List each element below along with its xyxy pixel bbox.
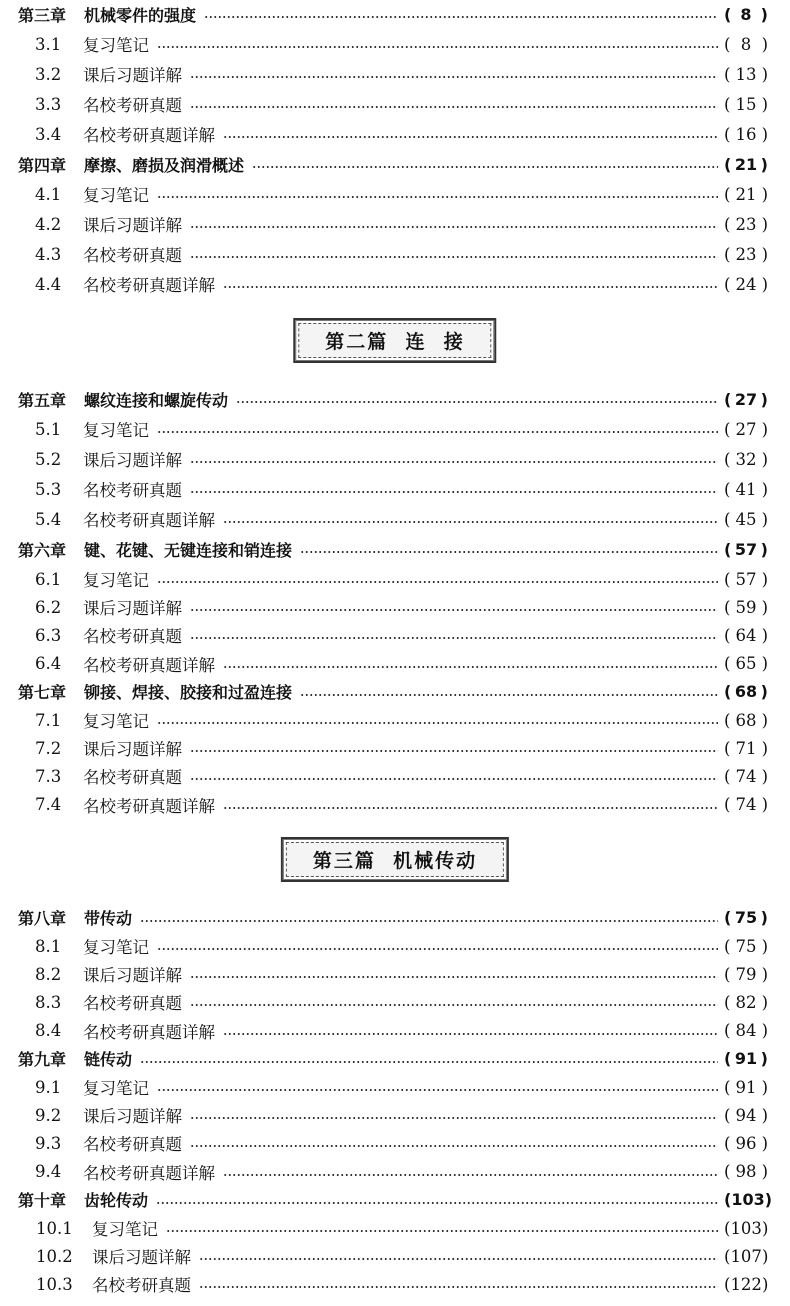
dot-leader — [157, 581, 718, 583]
entry-number: 4.1 — [35, 184, 62, 204]
toc-section-entry[interactable] — [18, 566, 768, 592]
part-heading — [293, 318, 496, 363]
entry-title: 名校考研真题 — [83, 627, 182, 647]
entry-number: 7.3 — [35, 766, 62, 786]
toc-section-entry[interactable] — [18, 1130, 768, 1156]
toc-section-entry[interactable] — [18, 61, 768, 87]
dot-leader — [300, 551, 718, 553]
entry-title: 复习笔记 — [83, 571, 149, 590]
page-number: ( 24 ) — [724, 274, 768, 294]
entry-title: 课后习题详解 — [92, 1248, 191, 1268]
entry-title: 复习笔记 — [92, 1220, 158, 1239]
entry-number: 5.2 — [35, 449, 62, 469]
dot-leader — [300, 694, 718, 696]
entry-title: 名校考研真题详解 — [83, 655, 215, 675]
entry-title: 课后习题详解 — [83, 1107, 182, 1127]
toc-section-entry[interactable] — [18, 961, 768, 987]
entry-title: 键、花键、无键连接和销连接 — [84, 540, 293, 560]
toc-section-entry[interactable] — [18, 416, 768, 442]
dot-leader — [190, 778, 718, 780]
entry-title: 名校考研真题 — [83, 994, 182, 1014]
entry-number: 第七章 — [18, 683, 67, 703]
toc-section-entry[interactable] — [18, 91, 768, 117]
dot-leader — [190, 106, 718, 108]
entry-number: 5.3 — [35, 479, 62, 499]
entry-number: 6.2 — [35, 597, 62, 617]
page-number: ( 15 ) — [724, 94, 768, 114]
entry-title: 名校考研真题 — [83, 96, 182, 115]
page-number: ( 96 ) — [724, 1133, 768, 1153]
dot-leader — [223, 521, 718, 523]
entry-number: 3.2 — [35, 64, 62, 84]
entry-number: 6.3 — [35, 625, 62, 645]
entry-title: 名校考研真题 — [83, 246, 182, 265]
entry-number: 第九章 — [18, 1050, 67, 1070]
page-number: ( 122 ) — [724, 1274, 769, 1294]
page-number: ( 75 ) — [724, 936, 768, 956]
toc-section-entry[interactable] — [18, 1243, 768, 1269]
entry-number: 3.4 — [35, 124, 62, 144]
page-number: ( 16 ) — [724, 124, 768, 144]
entry-number: 4.3 — [35, 244, 62, 264]
entry-title: 课后习题详解 — [83, 216, 182, 235]
toc-section-entry[interactable] — [18, 792, 768, 818]
page-number: ( 75 ) — [724, 908, 768, 928]
dot-leader — [157, 431, 718, 433]
dot-leader — [199, 1258, 718, 1260]
page-number: ( 57 ) — [724, 539, 768, 559]
dot-leader — [190, 461, 718, 463]
page-number: ( 84 ) — [724, 1021, 768, 1041]
toc-chapter-entry[interactable] — [18, 905, 768, 931]
entry-number: 第四章 — [18, 155, 67, 175]
toc-section-entry[interactable] — [18, 707, 768, 733]
toc-section-entry[interactable] — [18, 211, 768, 237]
entry-title: 摩擦、磨损及润滑概述 — [84, 155, 245, 175]
toc-section-entry[interactable] — [18, 241, 768, 267]
dot-leader — [190, 491, 718, 493]
entry-title: 名校考研真题 — [92, 1276, 191, 1296]
entry-title: 名校考研真题 — [83, 1135, 182, 1155]
page-number: ( 8 ) — [724, 34, 768, 54]
entry-title: 名校考研真题详解 — [83, 126, 215, 145]
entry-number: 第六章 — [18, 540, 67, 560]
entry-title: 机械零件的强度 — [84, 5, 197, 25]
entry-number: 7.2 — [35, 738, 62, 758]
toc-section-entry[interactable] — [18, 594, 768, 620]
page-number: ( 94 ) — [724, 1105, 768, 1125]
dot-leader — [140, 920, 718, 922]
part-heading-title: 第三篇 机械传动 — [286, 842, 504, 877]
entry-number: 6.1 — [35, 569, 62, 589]
toc-section-entry[interactable] — [18, 735, 768, 761]
entry-title: 名校考研真题详解 — [83, 511, 215, 530]
dot-leader — [157, 196, 718, 198]
entry-title: 课后习题详解 — [83, 66, 182, 85]
page-number: ( 65 ) — [724, 654, 768, 674]
page-number: ( 59 ) — [724, 597, 768, 617]
toc-section-entry[interactable] — [18, 1102, 768, 1128]
dot-leader — [223, 1174, 718, 1176]
page-number: ( 45 ) — [724, 509, 768, 529]
toc-section-entry[interactable] — [18, 989, 768, 1015]
entry-number: 5.4 — [35, 509, 62, 529]
dot-leader — [223, 136, 718, 138]
entry-title: 课后习题详解 — [83, 599, 182, 619]
page-number: ( 23 ) — [724, 214, 768, 234]
entry-number: 9.2 — [35, 1105, 62, 1125]
page-number: ( 21 ) — [724, 184, 768, 204]
entry-title: 铆接、焊接、胶接和过盈连接 — [84, 683, 293, 703]
entry-title: 复习笔记 — [83, 938, 149, 957]
entry-title: 课后习题详解 — [83, 740, 182, 760]
dot-leader — [157, 46, 718, 48]
toc-section-entry[interactable] — [18, 933, 768, 959]
toc-section-entry[interactable] — [18, 622, 768, 648]
dot-leader — [190, 976, 718, 978]
toc-chapter-entry[interactable] — [18, 151, 768, 177]
dot-leader — [190, 1117, 718, 1119]
entry-title: 名校考研真题详解 — [83, 796, 215, 816]
page-number: ( 71 ) — [724, 738, 768, 758]
dot-leader — [223, 666, 718, 668]
dot-leader — [157, 948, 718, 950]
page-number: ( 27 ) — [724, 419, 768, 439]
toc-chapter-entry[interactable] — [18, 679, 768, 705]
dot-leader — [190, 256, 718, 258]
entry-number: 7.4 — [35, 795, 62, 815]
toc-chapter-entry[interactable] — [18, 1187, 773, 1213]
toc-chapter-entry[interactable] — [18, 536, 768, 562]
toc-section-entry[interactable] — [18, 1018, 768, 1044]
entry-title: 链传动 — [84, 1050, 133, 1070]
page-number: ( 74 ) — [724, 766, 768, 786]
dot-leader — [190, 609, 718, 611]
page-number: ( 27 ) — [724, 389, 768, 409]
dot-leader — [190, 76, 718, 78]
entry-number: 8.3 — [35, 992, 62, 1012]
entry-title: 齿轮传动 — [84, 1191, 149, 1211]
toc-section-entry[interactable] — [18, 446, 768, 472]
toc-section-entry[interactable] — [18, 506, 768, 532]
entry-title: 复习笔记 — [83, 36, 149, 55]
toc-section-entry[interactable] — [18, 1215, 768, 1241]
page-number: ( 32 ) — [724, 449, 768, 469]
entry-title: 名校考研真题 — [83, 768, 182, 788]
page-number: ( 103 ) — [724, 1218, 769, 1238]
entry-number: 9.1 — [35, 1077, 62, 1097]
toc-section-entry[interactable] — [18, 476, 768, 502]
entry-number: 9.3 — [35, 1133, 62, 1153]
toc-chapter-entry[interactable] — [18, 1046, 768, 1072]
entry-title: 课后习题详解 — [83, 966, 182, 986]
page-number: ( 74 ) — [724, 795, 768, 815]
entry-number: 第三章 — [18, 5, 67, 25]
entry-number: 第五章 — [18, 390, 67, 410]
entry-number: 第八章 — [18, 909, 67, 929]
entry-number: 10.3 — [36, 1274, 73, 1294]
entry-number: 5.1 — [35, 419, 62, 439]
dot-leader — [204, 16, 718, 18]
entry-number: 10.2 — [36, 1246, 73, 1266]
toc-section-entry[interactable] — [18, 121, 768, 147]
entry-title: 课后习题详解 — [83, 451, 182, 470]
page-number: ( 8 ) — [724, 4, 768, 24]
dot-leader — [140, 1061, 718, 1063]
toc-section-entry[interactable] — [18, 1159, 768, 1185]
toc-section-entry[interactable] — [18, 1271, 768, 1297]
toc-section-entry[interactable] — [18, 763, 768, 789]
dot-leader — [190, 637, 718, 639]
page-number: ( 57 ) — [724, 569, 768, 589]
dot-leader — [223, 807, 718, 809]
entry-number: 9.4 — [35, 1162, 62, 1182]
entry-number: 6.4 — [35, 654, 62, 674]
dot-leader — [236, 401, 718, 403]
entry-title: 复习笔记 — [83, 421, 149, 440]
entry-number: 8.4 — [35, 1021, 62, 1041]
toc-section-entry[interactable] — [18, 1074, 768, 1100]
entry-title: 复习笔记 — [83, 712, 149, 731]
entry-number: 10.1 — [36, 1218, 73, 1238]
page-number: ( 79 ) — [724, 964, 768, 984]
page-number: ( 98 ) — [724, 1162, 768, 1182]
dot-leader — [156, 1202, 718, 1204]
dot-leader — [199, 1286, 718, 1288]
entry-number: 8.2 — [35, 964, 62, 984]
dot-leader — [190, 1145, 718, 1147]
toc-section-entry[interactable] — [18, 651, 768, 677]
dot-leader — [157, 722, 718, 724]
page-number: ( 107 ) — [724, 1246, 769, 1266]
part-heading-title: 第二篇 连 接 — [298, 323, 491, 358]
page-number: ( 23 ) — [724, 244, 768, 264]
entry-number: 3.3 — [35, 94, 62, 114]
page-number: ( 68 ) — [724, 682, 768, 702]
entry-title: 带传动 — [84, 909, 133, 929]
entry-number: 3.1 — [35, 34, 62, 54]
toc-chapter-entry[interactable] — [18, 386, 768, 412]
entry-number: 8.1 — [35, 936, 62, 956]
page-number: ( 68 ) — [724, 710, 768, 730]
page-number: ( 91 ) — [724, 1077, 768, 1097]
page-number: ( 13 ) — [724, 64, 768, 84]
dot-leader — [157, 1089, 718, 1091]
entry-number: 4.2 — [35, 214, 62, 234]
entry-number: 4.4 — [35, 274, 62, 294]
dot-leader — [190, 1004, 718, 1006]
entry-title: 复习笔记 — [83, 1079, 149, 1098]
entry-title: 名校考研真题 — [83, 481, 182, 500]
toc-section-entry[interactable] — [18, 271, 768, 297]
dot-leader — [166, 1230, 718, 1232]
entry-title: 螺纹连接和螺旋传动 — [84, 390, 229, 410]
entry-title: 名校考研真题详解 — [83, 1163, 215, 1183]
part-heading — [281, 837, 509, 882]
dot-leader — [190, 750, 718, 752]
toc-section-entry[interactable] — [18, 181, 768, 207]
page-number: ( 82 ) — [724, 992, 768, 1012]
dot-leader — [190, 226, 718, 228]
page-number: ( 41 ) — [724, 479, 768, 499]
page-number: ( 64 ) — [724, 625, 768, 645]
page-number: ( 91 ) — [724, 1049, 768, 1069]
entry-number: 第十章 — [18, 1191, 67, 1211]
entry-title: 复习笔记 — [83, 186, 149, 205]
dot-leader — [223, 1033, 718, 1035]
page-number: ( 21 ) — [724, 154, 768, 174]
dot-leader — [223, 286, 718, 288]
dot-leader — [252, 166, 718, 168]
entry-title: 名校考研真题详解 — [83, 1022, 215, 1042]
entry-number: 7.1 — [35, 710, 62, 730]
page-number: ( 103 ) — [724, 1190, 773, 1210]
toc-chapter-entry[interactable] — [18, 1, 768, 27]
toc-section-entry[interactable] — [18, 31, 768, 57]
entry-title: 名校考研真题详解 — [83, 276, 215, 295]
